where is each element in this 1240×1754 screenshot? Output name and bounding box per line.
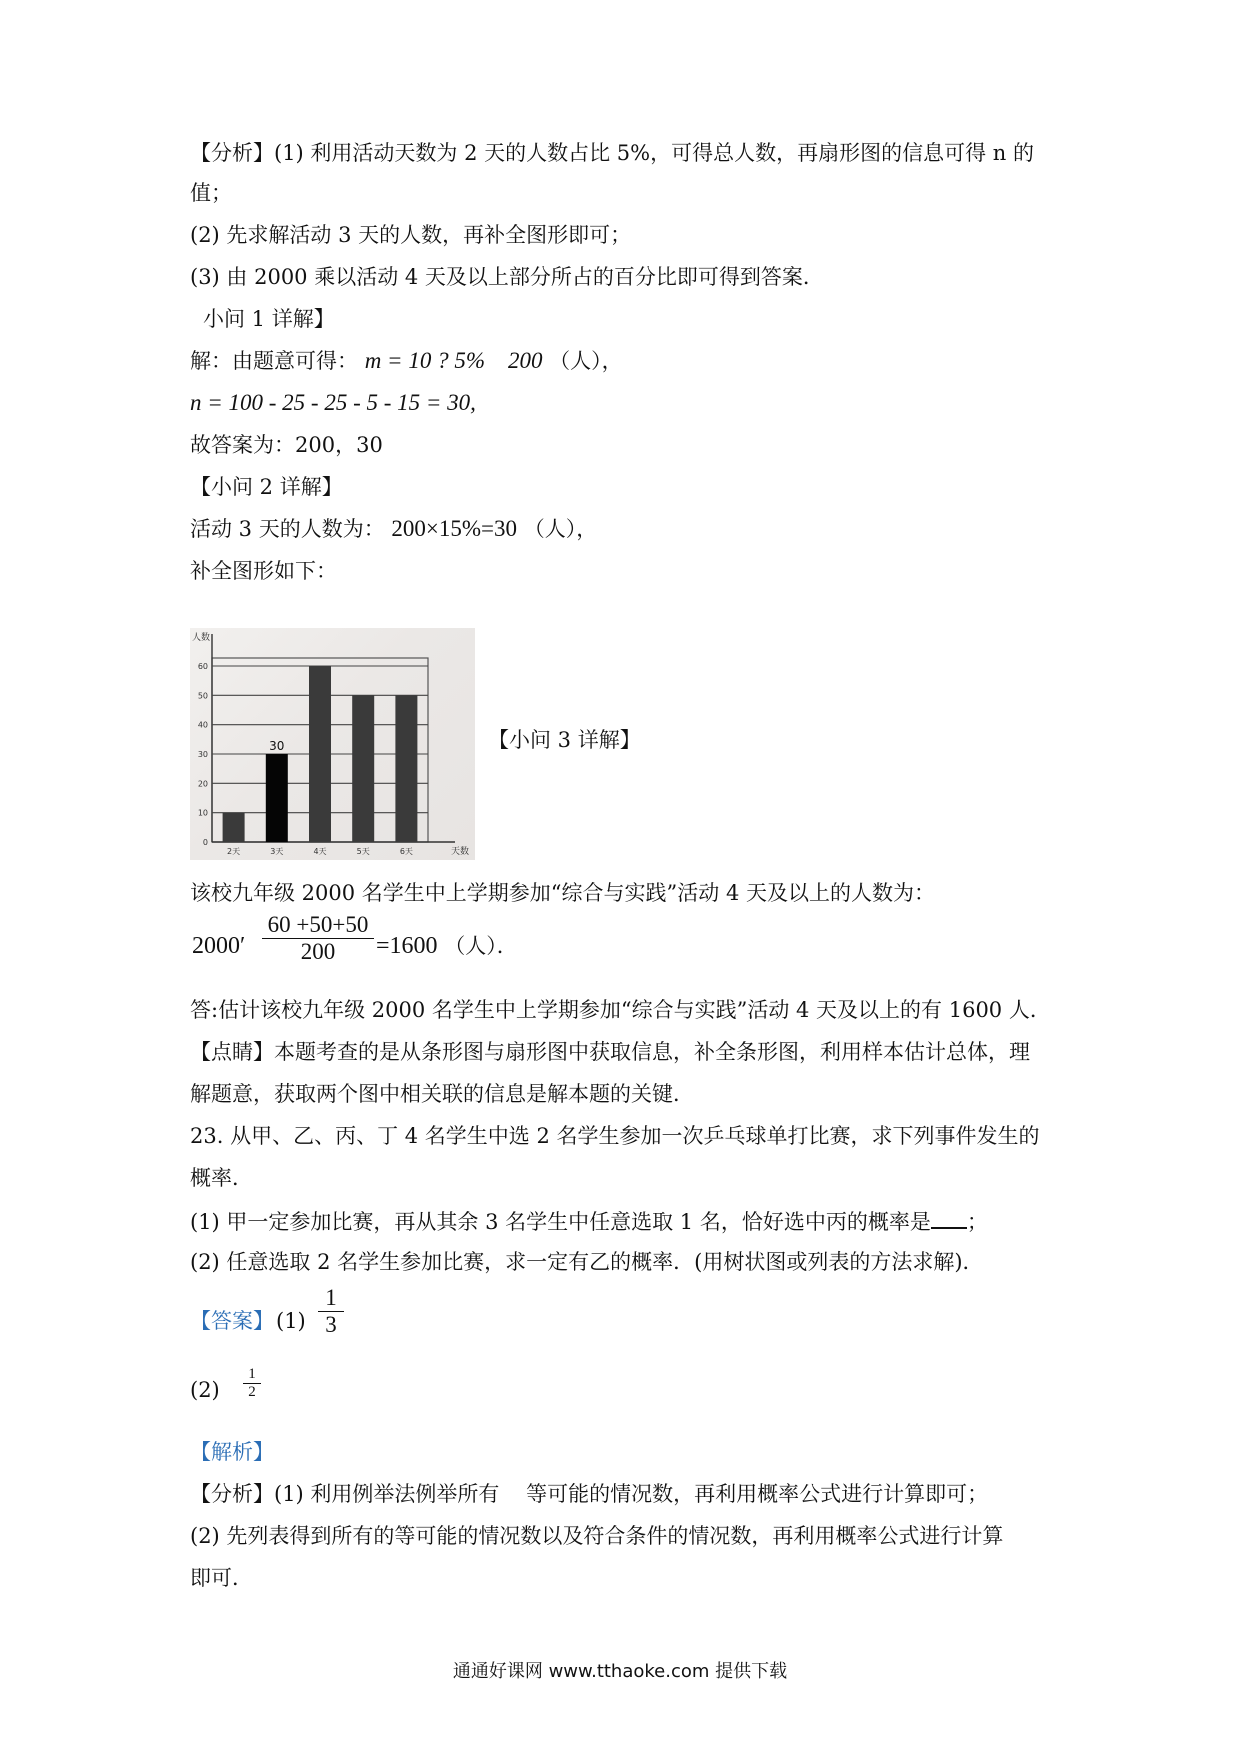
bar-2天 xyxy=(223,813,245,842)
y-tick-label: 10 xyxy=(197,808,208,818)
analysis-23-line-2: (2) 先列表得到所有的等可能的情况数以及符合条件的情况数，再利用概率公式进行计算 xyxy=(190,1524,1004,1548)
analysis-line-2: 值； xyxy=(190,181,232,205)
y-tick-label: 30 xyxy=(197,750,208,759)
answer-1-fraction xyxy=(318,1285,344,1338)
day3-count-suffix: （人）， xyxy=(523,517,598,541)
question-23-part-1 xyxy=(190,1205,988,1237)
x-tick-label: 3天 xyxy=(270,847,284,856)
bar-chart-svg xyxy=(190,628,475,860)
answer-1-numerator: 1 xyxy=(325,1285,337,1310)
subq1-heading: 小问 1 详解】 xyxy=(203,307,335,331)
answer-2-fraction xyxy=(243,1366,261,1401)
y-axis-label: 人数 xyxy=(192,633,211,643)
x-tick-label: 2天 xyxy=(227,847,241,856)
x-axis-label: 天数 xyxy=(451,847,470,857)
x-tick-label: 4天 xyxy=(313,847,327,856)
y-tick-label: 0 xyxy=(202,838,208,847)
answer-line: 故答案为：200，30 xyxy=(190,433,383,457)
analysis-line-1: 【分析】(1) 利用活动天数为 2 天的人数占比 5%，可得总人数，再扇形图的信息可得 n 的 xyxy=(190,141,1034,165)
subq2-heading: 【小问 2 详解】 xyxy=(190,475,343,499)
question-23-part-1-text: (1) 甲一定参加比赛，再从其余 3 名学生中任意选取 1 名，恰好选中丙的概率是 xyxy=(190,1210,931,1234)
conclusion-line: 答:估计该校九年级 2000 名学生中上学期参加“综合与实践”活动 4 天及以上的有 1600 人． xyxy=(190,998,1051,1022)
bar-4天 xyxy=(309,666,331,842)
bar-6天 xyxy=(395,695,417,842)
question-23-part-1-end: ； xyxy=(966,1210,988,1234)
day3-count-prefix: 活动 3 天的人数为： xyxy=(190,517,385,541)
answer-2-prefix: (2) xyxy=(190,1378,220,1402)
day3-count-line xyxy=(190,514,597,544)
y-tick-label: 40 xyxy=(197,720,208,730)
solution-line-m-prefix: 解：由题意可得： xyxy=(190,349,358,373)
x-tick-label: 5天 xyxy=(356,847,370,856)
formula-denominator: 200 xyxy=(300,939,336,964)
complete-chart-line: 补全图形如下： xyxy=(190,559,337,583)
analysis-label: 【解析】 xyxy=(190,1440,274,1464)
formula-result: =1600 xyxy=(376,933,438,959)
question-23-line-2: 概率． xyxy=(190,1166,253,1190)
formula-suffix: （人）． xyxy=(444,934,518,958)
x-tick-label: 6天 xyxy=(399,847,413,856)
question-23-line-1: 23. 从甲、乙、丙、丁 4 名学生中选 2 名学生参加一次乒乓球单打比赛，求下列事件发生的 xyxy=(190,1124,1040,1148)
answer-1-denominator: 3 xyxy=(325,1312,337,1337)
answer-2-denominator: 2 xyxy=(248,1384,256,1400)
subq3-text: 该校九年级 2000 名学生中上学期参加“综合与实践”活动 4 天及以上的人数为： xyxy=(190,881,935,905)
y-tick-label: 50 xyxy=(197,691,208,701)
solution-line-n: n = 100 - 25 - 25 - 5 - 15 = 30, xyxy=(190,390,476,415)
day3-count-math: 200×15%=30 xyxy=(391,516,518,541)
solution-line-m xyxy=(190,346,623,376)
comment-line-2: 解题意，获取两个图中相关联的信息是解本题的关键． xyxy=(190,1082,694,1106)
subq3-heading: 【小问 3 详解】 xyxy=(488,728,641,752)
y-tick-label: 20 xyxy=(197,779,208,789)
comment-line-1: 【点睛】本题考查的是从条形图与扇形图中获取信息，补全条形图，利用样本估计总体，理 xyxy=(190,1040,1030,1064)
formula-right xyxy=(376,931,518,961)
bar-5天 xyxy=(352,695,374,842)
bar-data-label: 30 xyxy=(269,739,285,753)
analysis-line-3: (2) 先求解活动 3 天的人数，再补全图形即可； xyxy=(190,223,632,247)
analysis-23-line-3: 即可． xyxy=(190,1566,253,1590)
answer-2-numerator: 1 xyxy=(248,1366,256,1382)
solution-line-m-suffix: （人）， xyxy=(549,349,623,373)
y-tick-label: 60 xyxy=(197,662,208,671)
answer-blank xyxy=(931,1205,967,1229)
solution-line-m-math: m = 10 ? 5% 200 xyxy=(364,348,543,373)
answer-label: 【答案】 xyxy=(190,1309,274,1333)
analysis-23-line-1: 【分析】(1) 利用例举法例举所有 等可能的情况数，再利用概率公式进行计算即可； xyxy=(190,1482,989,1506)
footer: 通通好课网 www.tthaoke.com 提供下载 xyxy=(452,1661,788,1682)
formula-numerator: 60 +50+50 xyxy=(267,912,369,937)
question-23-part-2: (2) 任意选取 2 名学生参加比赛，求一定有乙的概率．(用树状图或列表的方法求解)． xyxy=(190,1250,984,1274)
bar-chart xyxy=(190,628,475,860)
answer-1-prefix: (1) xyxy=(276,1309,306,1333)
formula-left: 2000′ xyxy=(192,933,246,959)
analysis-line-4: (3) 由 2000 乘以活动 4 天及以上部分所占的百分比即可得到答案． xyxy=(190,265,824,289)
bar-3天 xyxy=(266,754,288,842)
formula-fraction xyxy=(262,912,374,965)
